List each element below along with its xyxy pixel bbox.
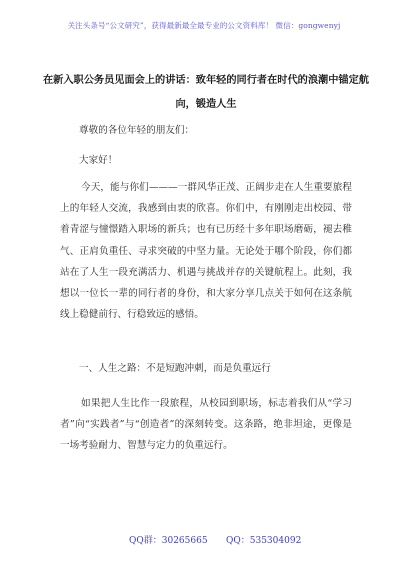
- body-paragraph-1: 今天，能与你们———一群风华正茂、正阔步走在人生重要旅程上的年轻人交流，我感到由衷的欣喜。你们中，有刚刚走出校园、带着青涩与憧憬踏入职场的新兵；也有已历经十多年职场磨砺，褪去稚气、正肩负重任、寻求突破的中坚力量。无论处于哪个阶段，你们都站在了人生一段充满活力、机遇与挑战并存的关键航程上。此刻，我想以一位长一辈的同行者的身份，和大家分享几点关于如何在这条航线上稳健前行、行稳致远的感悟。: [60, 182, 352, 321]
- footer-qq: QQ：535304092: [226, 536, 302, 546]
- footer-qq-group: QQ群：30265665: [129, 536, 208, 546]
- salutation: 尊敬的各位年轻的朋友们：: [79, 125, 195, 136]
- greeting: 大家好！: [79, 155, 118, 166]
- body-paragraph-2: 如果把人生比作一段旅程，从校园到职场，标志着我们从“学习者”向“实践者”与“创造者”的深刻转变。这条路，绝非坦途，更像是一场考验耐力、智慧与定力的负重远行。: [60, 398, 352, 452]
- section-heading-1: 一、人生之路：不是短跑冲刺，而是负重远行: [79, 363, 271, 374]
- header-notice: 关注头条号“公文研究”，获得最新最全最专业的公文资料库！ 微信：gongwenyj: [67, 21, 341, 30]
- document-title: 在新入职公务员见面会上的讲话：致年轻的同行者在时代的浪潮中锚定航向，锻造人生: [43, 74, 369, 110]
